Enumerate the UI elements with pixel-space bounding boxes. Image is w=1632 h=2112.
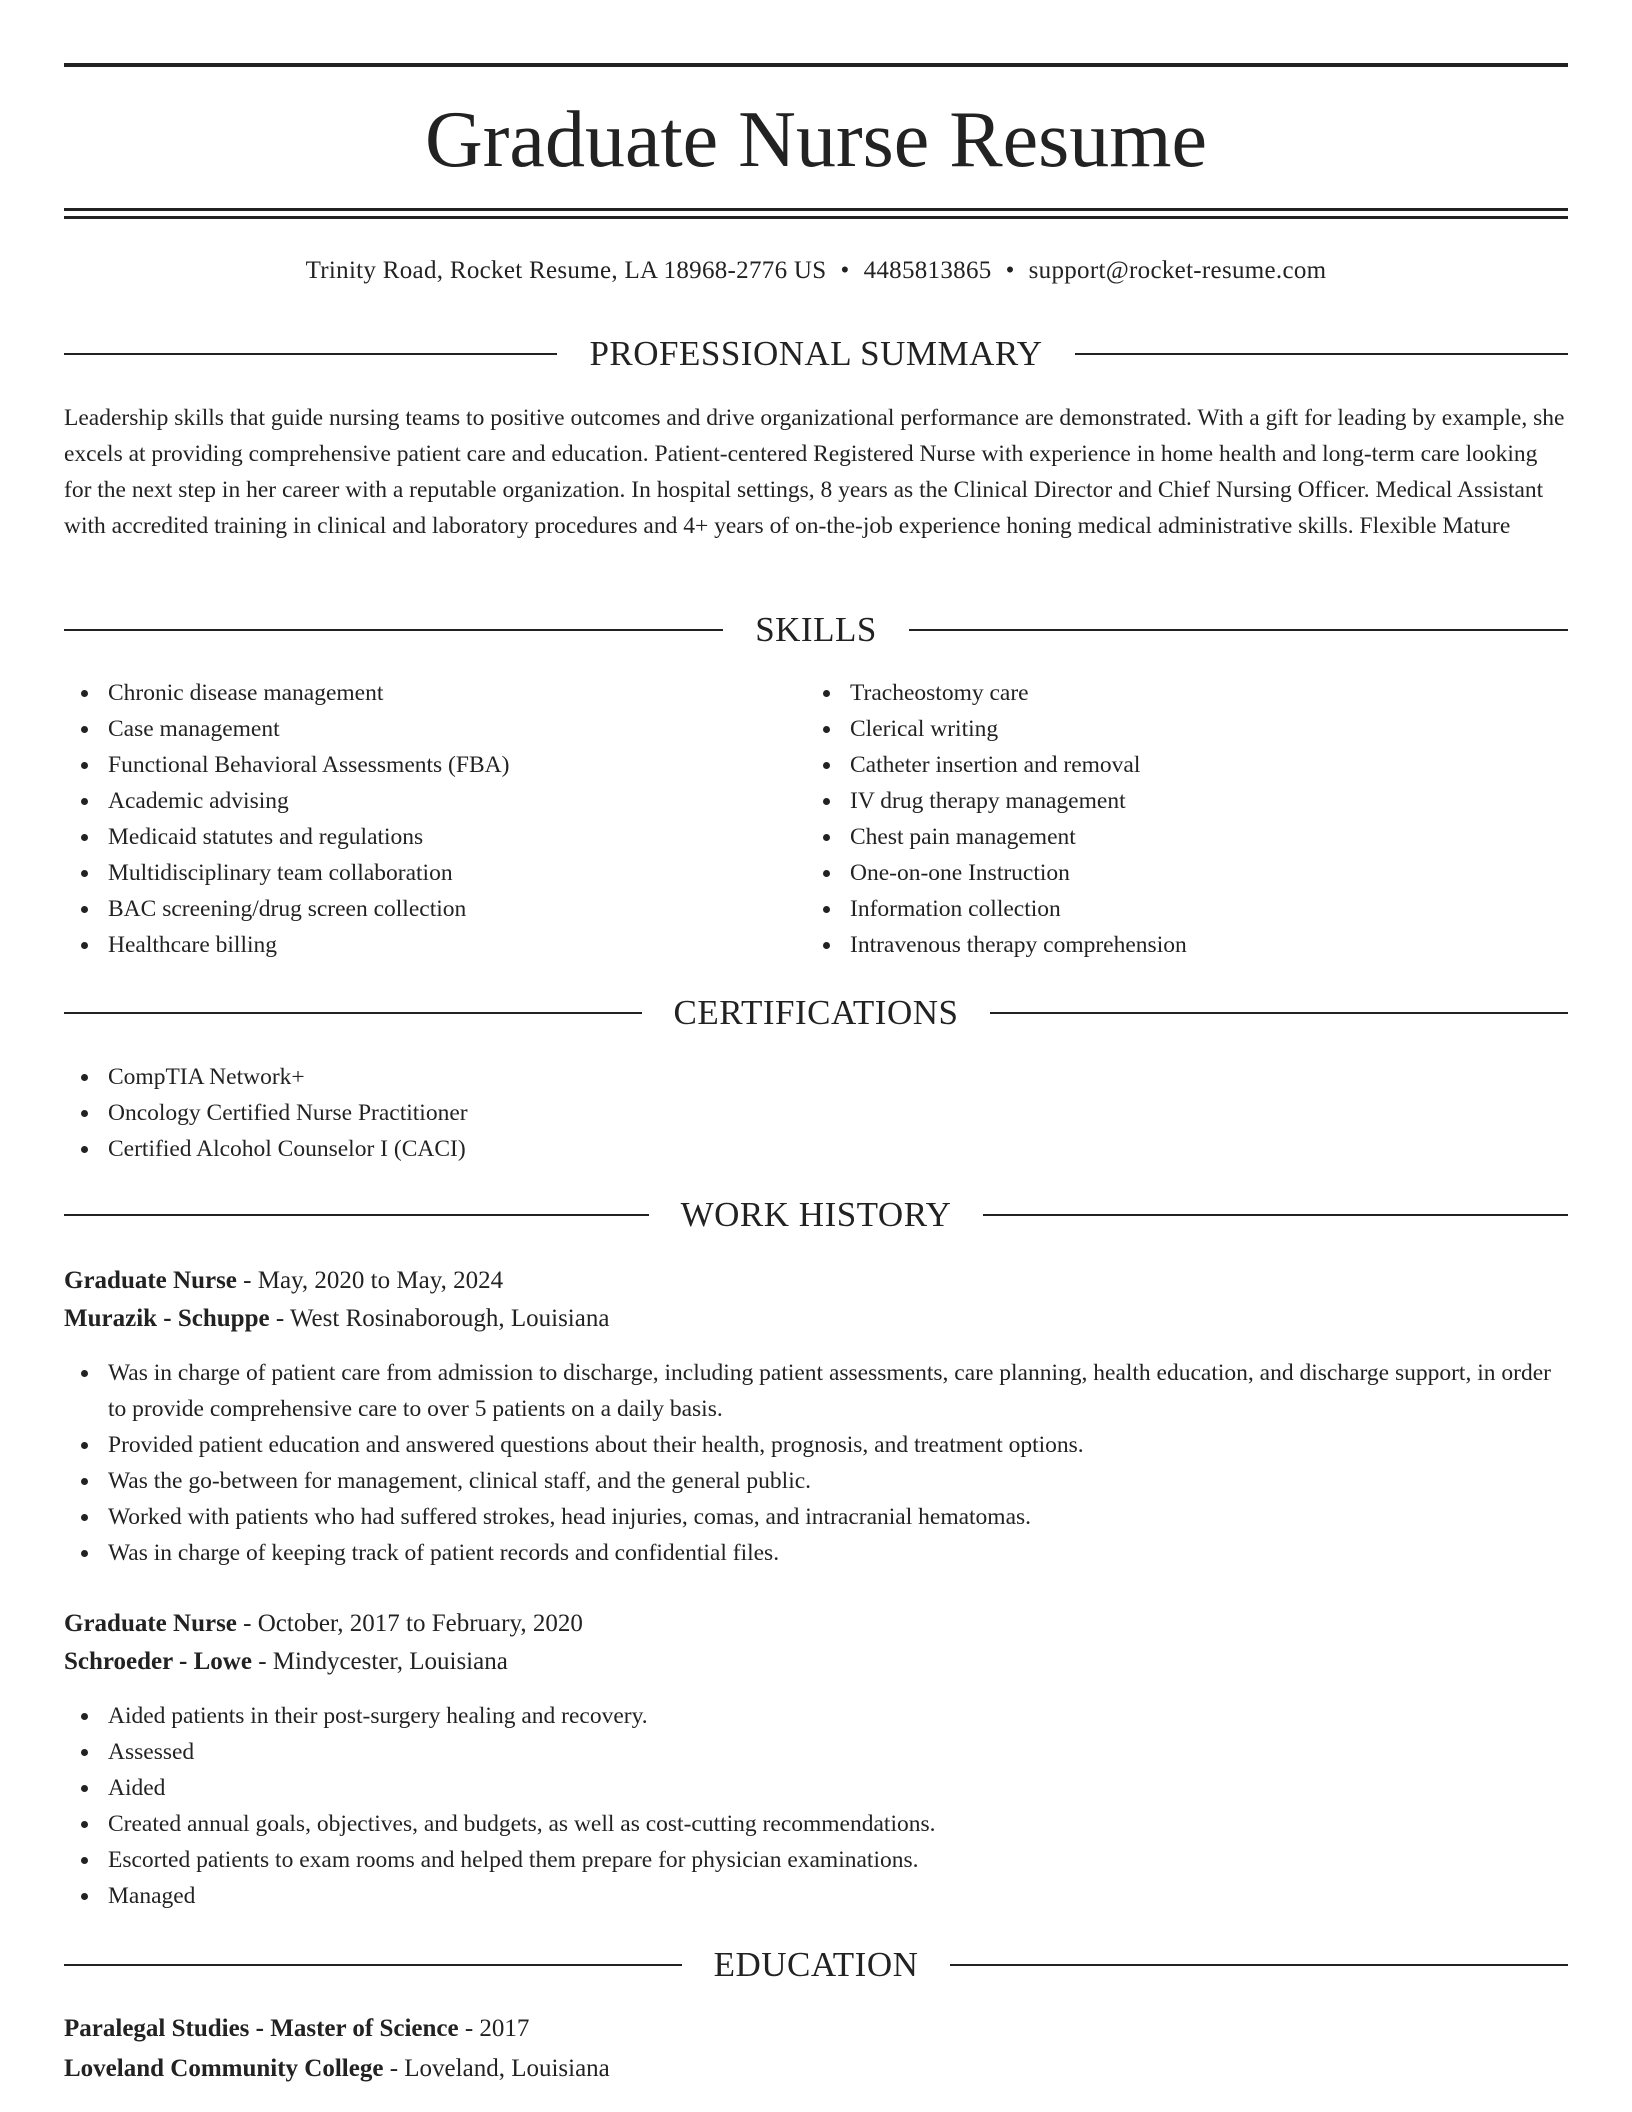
certifications-list: [64, 1059, 1568, 1167]
heading-rule: [909, 629, 1568, 631]
heading-rule: [950, 1964, 1568, 1966]
contact-separator: •: [1005, 257, 1015, 284]
job-bullet: Provided patient education and answered questions about their health, prognosis, and treatment options.: [64, 1427, 1568, 1463]
skill-item: Medicaid statutes and regulations: [64, 819, 764, 855]
skill-item: Information collection: [806, 891, 1506, 927]
contact-line: [64, 254, 1568, 288]
summary-heading: [64, 332, 1568, 376]
skill-item: One-on-one Instruction: [806, 855, 1506, 891]
job-company: Schroeder - Lowe: [64, 1648, 252, 1675]
education-school-line: [64, 2050, 1568, 2088]
job-bullet: Created annual goals, objectives, and budgets, as well as cost-cutting recommendations.: [64, 1806, 1568, 1842]
work-history-heading: [64, 1193, 1568, 1237]
skill-item: Case management: [64, 711, 764, 747]
contact-address: Trinity Road, Rocket Resume, LA 18968-2776 US: [305, 257, 827, 284]
title-rule-lower: [64, 216, 1568, 219]
job-bullet: Aided: [64, 1770, 1568, 1806]
job-company-line: [64, 1300, 1568, 1338]
certification-item: Certified Alcohol Counselor I (CACI): [64, 1131, 1568, 1167]
heading-rule: [64, 353, 557, 355]
contact-separator: •: [840, 257, 850, 284]
job-bullets: [64, 1355, 1568, 1571]
skill-item: Healthcare billing: [64, 927, 764, 963]
skill-item: Academic advising: [64, 783, 764, 819]
education-school: Loveland Community College: [64, 2055, 384, 2082]
certification-item: CompTIA Network+: [64, 1059, 1568, 1095]
work-history-heading-label: WORK HISTORY: [680, 1195, 952, 1234]
heading-rule: [64, 1214, 649, 1216]
heading-rule: [1075, 353, 1568, 355]
heading-rule: [983, 1214, 1568, 1216]
heading-rule: [990, 1012, 1568, 1014]
heading-rule: [64, 1012, 642, 1014]
heading-rule: [64, 629, 723, 631]
job-bullet: Assessed: [64, 1734, 1568, 1770]
contact-email: support@rocket-resume.com: [1028, 257, 1327, 284]
education-heading: [64, 1943, 1568, 1987]
certifications-heading-label: CERTIFICATIONS: [673, 993, 959, 1032]
skill-item: BAC screening/drug screen collection: [64, 891, 764, 927]
job-bullet: Aided patients in their post-surgery healing and recovery.: [64, 1698, 1568, 1734]
skills-heading: [64, 608, 1568, 652]
skill-item: Tracheostomy care: [806, 675, 1506, 711]
skills-list-right: [806, 675, 1506, 963]
skills-list-left: [64, 675, 764, 963]
education-heading-label: EDUCATION: [713, 1945, 919, 1984]
job-company: Murazik - Schuppe: [64, 1305, 270, 1332]
summary-heading-label: PROFESSIONAL SUMMARY: [589, 334, 1043, 373]
certifications-heading: [64, 991, 1568, 1035]
skill-item: IV drug therapy management: [806, 783, 1506, 819]
resume-title: Graduate Nurse Resume: [425, 96, 1207, 184]
job-location: - West Rosinaborough, Louisiana: [269, 1305, 610, 1332]
skill-item: Clerical writing: [806, 711, 1506, 747]
skill-item: Chest pain management: [806, 819, 1506, 855]
job-title: Graduate Nurse: [64, 1610, 237, 1637]
skill-item: Multidisciplinary team collaboration: [64, 855, 764, 891]
skill-item: Intravenous therapy comprehension: [806, 927, 1506, 963]
education-degree-line: [64, 2010, 1568, 2048]
education-location: - Loveland, Louisiana: [383, 2055, 610, 2082]
title-rule-upper: [64, 208, 1568, 211]
summary-text: Leadership skills that guide nursing teams to positive outcomes and drive organizational performance are demonstrated. With a gift for leading by example, she excels at providing comprehensive patient care and education. Patient-centered Registered Nurse with experience in home health and long-term care looking for the next step in her career with a reputable organization. In hospital settings, 8 years as the Clinical Director and Chief Nursing Officer. Medical Assistant with accredited training in clinical and laboratory procedures and 4+ years of on-the-job experience honing medical administrative skills. Flexible Mature: [64, 405, 1565, 539]
job-bullet: Was in charge of patient care from admission to discharge, including patient assessments, care planning, health education, and discharge support, in order to provide comprehensive care to over 5 patients on a daily basis.: [64, 1355, 1568, 1427]
heading-rule: [64, 1964, 682, 1966]
job-title: Graduate Nurse: [64, 1267, 237, 1294]
education-degree: Paralegal Studies - Master of Science: [64, 2015, 459, 2042]
job-bullet: Escorted patients to exam rooms and helped them prepare for physician examinations.: [64, 1842, 1568, 1878]
skills-heading-label: SKILLS: [755, 610, 877, 649]
top-rule: [64, 63, 1568, 67]
certification-item: Oncology Certified Nurse Practitioner: [64, 1095, 1568, 1131]
education-year: - 2017: [458, 2015, 530, 2042]
job-title-line: [64, 1605, 1568, 1643]
job-company-line: [64, 1643, 1568, 1681]
job-bullet: Worked with patients who had suffered strokes, head injuries, comas, and intracranial hematomas.: [64, 1499, 1568, 1535]
skill-item: Catheter insertion and removal: [806, 747, 1506, 783]
job-bullets: [64, 1698, 1568, 1914]
job-dates: - May, 2020 to May, 2024: [236, 1267, 504, 1294]
job-title-line: [64, 1262, 1568, 1300]
job-bullet: Managed: [64, 1878, 1568, 1914]
skill-item: Functional Behavioral Assessments (FBA): [64, 747, 764, 783]
job-dates: - October, 2017 to February, 2020: [236, 1610, 583, 1637]
job-bullet: Was the go-between for management, clinical staff, and the general public.: [64, 1463, 1568, 1499]
job-bullet: Was in charge of keeping track of patient records and confidential files.: [64, 1535, 1568, 1571]
contact-phone: 4485813865: [863, 257, 992, 284]
job-location: - Mindycester, Louisiana: [251, 1648, 508, 1675]
skill-item: Chronic disease management: [64, 675, 764, 711]
